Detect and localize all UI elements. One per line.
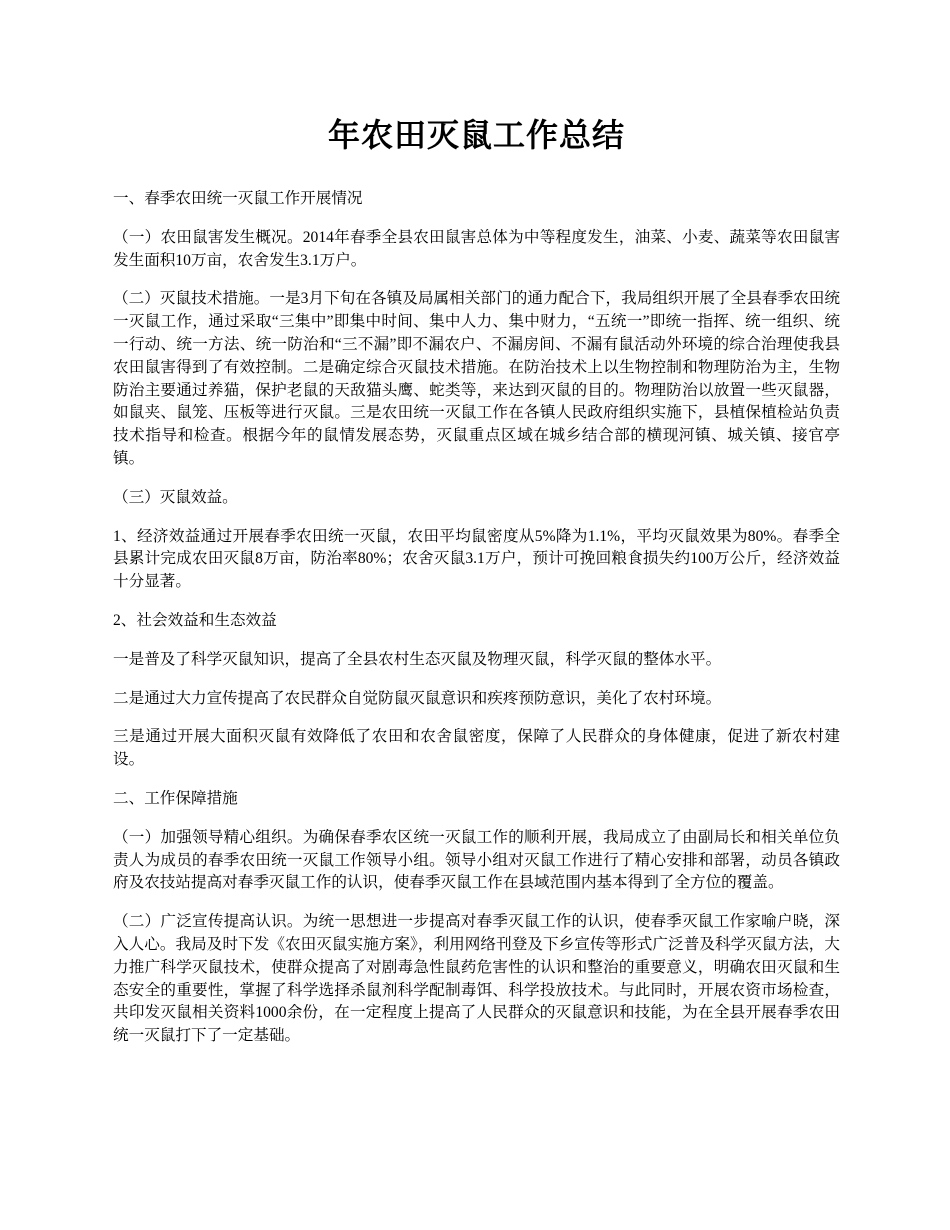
- paragraph-publicity: （二）广泛宣传提高认识。为统一思想进一步提高对春季灭鼠工作的认识，使春季灭鼠工作家喻户晓，深入人心。我局及时下发《农田灭鼠实施方案》，利用网络刊登及下乡宣传等形式广泛普及科学灭鼠方法，大力推广科学灭鼠技术，使群众提高了对剧毒急性鼠药危害性的认识和整治的重要意义，明确农田灭鼠和生态安全的重要性，掌握了科学选择杀鼠剂科学配制毒饵、科学投放技术。与此同时，开展农资市场检查，共印发灭鼠相关资料1000余份，在一定程度上提高了人民群众的灭鼠意识和技能，为在全县开展春季农田统一灭鼠打下了一定基础。: [113, 913, 840, 1045]
- paragraph-social-benefit-3: 三是通过开展大面积灭鼠有效降低了农田和农舍鼠密度，保障了人民群众的身体健康，促进了新农村建设。: [113, 728, 840, 769]
- document-title: 年农田灭鼠工作总结: [327, 116, 625, 154]
- paragraph-benefits-heading: （三）灭鼠效益。: [113, 488, 238, 506]
- paragraph-technical-measures: （二）灭鼠技术措施。一是3月下旬在各镇及局属相关部门的通力配合下，我局组织开展了全县春季农田统一灭鼠工作，通过采取“三集中”即集中时间、集中人力、集中财力，“五统一”即统一指挥、统一组织、统一行动、统一方法、统一防治和“三不漏”即不漏农户、不漏房间、不漏有鼠活动外环境的综合治理使我县农田鼠害得到了有效控制。二是确定综合灭鼠技术措施。在防治技术上以生物控制和物理防治为主，生物防治主要通过养猫，保护老鼠的天敌猫头鹰、蛇类等，来达到灭鼠的目的。物理防治以放置一些灭鼠器，如鼠夹、鼠笼、压板等进行灭鼠。三是农田统一灭鼠工作在各镇人民政府组织实施下，县植保植检站负责技术指导和检查。根据今年的鼠情发展态势，灭鼠重点区域在城乡结合部的横现河镇、城关镇、接官亭镇。: [113, 290, 840, 467]
- paragraph-economic-benefit: 1、经济效益通过开展春季农田统一灭鼠，农田平均鼠密度从5%降为1.1%，平均灭鼠效果为80%。春季全县累计完成农田灭鼠8万亩，防治率80%；农舍灭鼠3.1万户，预计可挽回粮食损失约100万公斤，经济效益十分显著。: [113, 527, 840, 591]
- paragraph-leadership: （一）加强领导精心组织。为确保春季农区统一灭鼠工作的顺利开展，我局成立了由副局长和相关单位负责人为成员的春季农田统一灭鼠工作领导小组。领导小组对灭鼠工作进行了精心安排和部署，动员各镇政府及农技站提高对春季灭鼠工作的认识，使春季灭鼠工作在县域范围内基本得到了全方位的覆盖。: [113, 828, 840, 892]
- paragraph-social-benefit-heading: 2、社会效益和生态效益: [113, 611, 277, 629]
- paragraph-social-benefit-1: 一是普及了科学灭鼠知识，提高了全县农村生态灭鼠及物理灭鼠，科学灭鼠的整体水平。: [113, 650, 722, 668]
- paragraph-rodent-overview: （一）农田鼠害发生概况。2014年春季全县农田鼠害总体为中等程度发生，油菜、小麦、蔬菜等农田鼠害发生面积10万亩，农舍发生3.1万户。: [113, 228, 840, 269]
- document-page: [113, 112, 840, 1064]
- paragraph-social-benefit-2: 二是通过大力宣传提高了农民群众自觉防鼠灭鼠意识和疾疼预防意识，美化了农村环境。: [113, 689, 722, 707]
- section-heading-2: 二、工作保障措施: [113, 789, 238, 807]
- section-heading-1: 一、春季农田统一灭鼠工作开展情况: [113, 190, 363, 207]
